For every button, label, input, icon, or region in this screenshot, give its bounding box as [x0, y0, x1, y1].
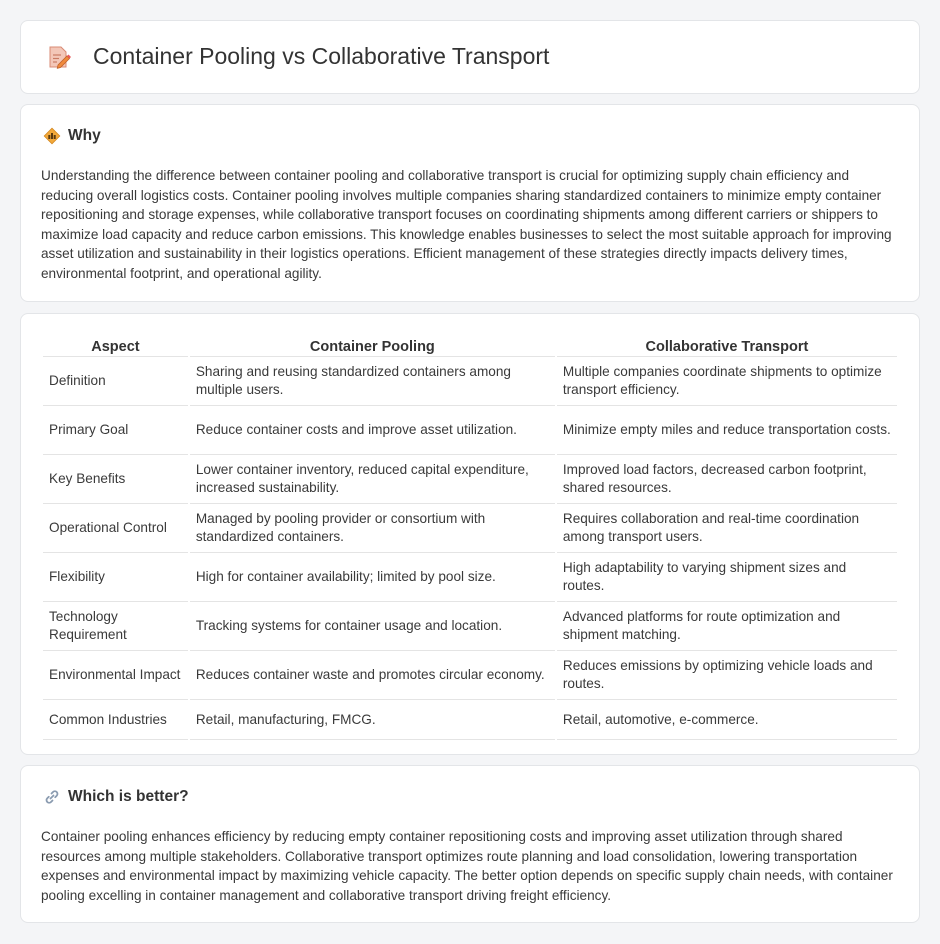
table-row — [43, 553, 897, 602]
comparison-table — [41, 335, 899, 740]
row-aspect: Flexibility — [43, 553, 188, 602]
row-collaborative-transport: Requires collaboration and real-time coordination among transport users. — [557, 504, 897, 553]
table-row — [43, 504, 897, 553]
row-collaborative-transport: Multiple companies coordinate shipments to optimize transport efficiency. — [557, 357, 897, 406]
table-row — [43, 357, 897, 406]
row-collaborative-transport: Advanced platforms for route optimization and shipment matching. — [557, 602, 897, 651]
row-aspect: Key Benefits — [43, 455, 188, 504]
row-collaborative-transport: Improved load factors, decreased carbon footprint, shared resources. — [557, 455, 897, 504]
comparison-section — [20, 313, 920, 755]
row-container-pooling: Retail, manufacturing, FMCG. — [190, 700, 555, 740]
row-container-pooling: Tracking systems for container usage and location. — [190, 602, 555, 651]
table-row — [43, 700, 897, 740]
row-container-pooling: Managed by pooling provider or consortium with standardized containers. — [190, 504, 555, 553]
header-collaborative-transport: Collaborative Transport — [557, 335, 897, 357]
warning-diamond-icon — [43, 127, 61, 145]
row-aspect: Environmental Impact — [43, 651, 188, 700]
header-container-pooling: Container Pooling — [190, 335, 555, 357]
row-container-pooling: Sharing and reusing standardized containers among multiple users. — [190, 357, 555, 406]
row-collaborative-transport: Minimize empty miles and reduce transportation costs. — [557, 406, 897, 455]
row-container-pooling: Reduce container costs and improve asset utilization. — [190, 406, 555, 455]
why-section — [20, 104, 920, 302]
which-is-better-text: Container pooling enhances efficiency by reducing empty container repositioning costs and improving asset utilization through shared resources among multiple stakeholders. Collaborative transport optimizes route planning and load consolidation, lowering transportation expenses and environmental impact by maximizing vehicle capacity. The better option depends on specific supply chain needs, with container pooling excelling in container management and collaborative transport driving freight efficiency. — [41, 829, 893, 903]
table-row — [43, 602, 897, 651]
row-collaborative-transport: Reduces emissions by optimizing vehicle loads and routes. — [557, 651, 897, 700]
table-row — [43, 406, 897, 455]
which-is-better-section — [20, 765, 920, 923]
header-aspect: Aspect — [43, 335, 188, 357]
why-text: Understanding the difference between container pooling and collaborative transport is crucial for optimizing supply chain efficiency and reducing overall logistics costs. Container pooling involves multiple companies sharing standardized containers to minimize empty container repositioning and storage expenses, while collaborative transport focuses on coordinating shipments among different carriers or shippers to maximize load capacity and reduce carbon emissions. This knowledge enables businesses to select the most suitable approach for improving asset utilization and sustainability in their logistics operations. Efficient management of these strategies directly impacts delivery times, environmental footprint, and operational agility. — [41, 168, 892, 281]
row-aspect: Definition — [43, 357, 188, 406]
row-aspect: Common Industries — [43, 700, 188, 740]
row-aspect: Technology Requirement — [43, 602, 188, 651]
edit-document-icon — [47, 44, 71, 70]
table-header-row — [43, 335, 897, 357]
row-container-pooling: Lower container inventory, reduced capital expenditure, increased sustainability. — [190, 455, 555, 504]
link-icon — [43, 788, 61, 806]
title-card — [20, 20, 920, 94]
table-row — [43, 455, 897, 504]
row-aspect: Primary Goal — [43, 406, 188, 455]
why-title: Why — [68, 127, 101, 144]
table-row — [43, 651, 897, 700]
row-aspect: Operational Control — [43, 504, 188, 553]
row-container-pooling: High for container availability; limited by pool size. — [190, 553, 555, 602]
row-container-pooling: Reduces container waste and promotes circular economy. — [190, 651, 555, 700]
which-is-better-title: Which is better? — [68, 788, 189, 805]
page-title: Container Pooling vs Collaborative Transport — [93, 43, 550, 69]
row-collaborative-transport: Retail, automotive, e-commerce. — [557, 700, 897, 740]
row-collaborative-transport: High adaptability to varying shipment sizes and routes. — [557, 553, 897, 602]
